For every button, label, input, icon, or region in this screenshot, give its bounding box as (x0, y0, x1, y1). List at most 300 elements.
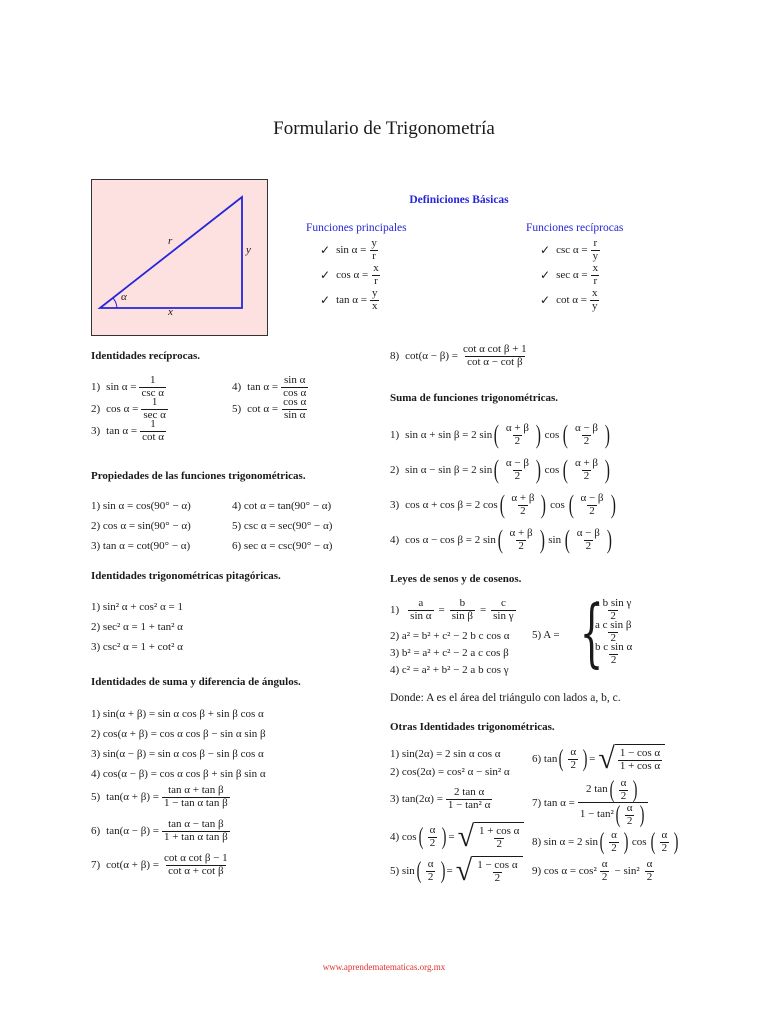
radicand (474, 822, 524, 852)
half-angle (609, 830, 619, 854)
lhs: cot(α − β) = (405, 350, 458, 363)
denominator: sin β (451, 609, 473, 622)
numerator: α + β (509, 526, 533, 539)
numerator: y (371, 237, 377, 249)
numerator (584, 778, 641, 802)
half-angle (660, 830, 670, 854)
parenthesized (614, 803, 646, 827)
numerator: α + β (574, 456, 599, 469)
parenthesized (563, 527, 613, 553)
numerator: 1 − cos α (619, 746, 661, 759)
denominator: 2 (514, 434, 521, 447)
denominator: 2 (610, 653, 617, 666)
denominator: 2 (610, 631, 616, 644)
lhs: sec α = (556, 269, 588, 282)
fraction (573, 458, 600, 482)
formula-row (232, 540, 332, 552)
identity-line: 2) a² = b² + c² − 2 b c cos α (390, 630, 510, 642)
lhs: tan α = (336, 294, 367, 307)
denominator: 2 (494, 871, 501, 884)
left-paren: ( (416, 858, 422, 884)
identity-line: 4) cos(α − β) = cos α cos β + sin β sin α (91, 768, 266, 780)
formula-row (390, 748, 501, 760)
numerator: y (371, 287, 378, 299)
numerator: x (591, 287, 598, 299)
fraction (446, 787, 492, 811)
formula-row (390, 787, 495, 811)
lhs: 7) tan α = (532, 796, 575, 809)
numerator: 1 (150, 374, 156, 386)
denominator: 2 (611, 841, 617, 854)
denominator: 2 (583, 469, 590, 482)
reciprocal-heading: Funciones recíprocas (526, 222, 624, 234)
formula-row (91, 853, 233, 877)
left-paren: ( (564, 525, 571, 554)
left-paren: ( (609, 777, 615, 804)
definition-fraction (371, 263, 381, 287)
right-triangle-diagram (92, 180, 267, 335)
check-icon: ✓ (540, 268, 551, 283)
formula-row (390, 822, 524, 852)
fraction (578, 778, 648, 827)
identity-line: 6) sec α = csc(90° − α) (232, 540, 333, 552)
formula-row (390, 598, 519, 622)
parenthesized (415, 859, 447, 883)
denominator: cot α (142, 430, 165, 443)
denominator: sin α (410, 609, 432, 622)
area-label: 5) A = (532, 629, 560, 641)
formula-row (91, 540, 190, 552)
denominator: 2 (518, 539, 524, 552)
denominator: cos α (283, 386, 307, 399)
numerator: α (601, 858, 608, 870)
lhs: tan α = (247, 381, 279, 394)
denominator: r (374, 274, 378, 287)
reciprocal-identities-heading: Identidades recíprocas. (91, 350, 200, 362)
lhs: cot(α + β) = (106, 859, 159, 872)
left-paren: ( (493, 455, 500, 484)
lhs: tan(α + β) = (106, 791, 159, 804)
formula-row (91, 500, 191, 512)
right-paren: ) (604, 455, 610, 484)
left-paren: ( (499, 490, 505, 519)
denominator: 2 (620, 789, 627, 802)
fraction (140, 419, 166, 443)
numerator: x (373, 262, 379, 274)
sum-diff-heading: Identidades de suma y diferencia de ángulos. (91, 676, 301, 688)
fraction (461, 344, 529, 368)
identity-line: 3) b² = a² + c² − 2 a c cos β (390, 647, 509, 659)
equals-sign: = (446, 865, 453, 877)
label-y: y (246, 244, 251, 256)
right-paren: ) (606, 525, 612, 554)
radicand (472, 856, 522, 886)
fraction (504, 423, 531, 447)
item-number: 8) (390, 350, 400, 363)
lhs: 9) cos α = cos² (532, 865, 597, 878)
left-paren: ( (568, 490, 574, 519)
right-paren: ) (539, 525, 545, 554)
numerator: α (570, 745, 577, 758)
denominator: 2 (646, 870, 653, 883)
parenthesized (598, 830, 630, 854)
denominator: 2 (661, 841, 668, 854)
denominator: cot α − cot β (467, 355, 523, 368)
denominator: 2 (514, 469, 521, 482)
right-paren: ) (535, 420, 541, 449)
parenthesized (608, 778, 640, 802)
lhs: tan(α − β) = (106, 825, 159, 838)
lhs: 8) sin α = 2 sin (532, 836, 599, 849)
lhs: 5) sin (390, 865, 415, 877)
numerator: a (418, 597, 424, 609)
fraction (281, 397, 308, 421)
numerator: 1 (150, 418, 156, 430)
label-alpha: α (121, 291, 127, 303)
parenthesized (492, 422, 542, 448)
lhs: 6) tan (532, 753, 558, 765)
denominator: r (372, 249, 376, 262)
denominator: 1 + tan α tan β (163, 830, 228, 843)
lhs: cos α + cos β = 2 cos (405, 499, 498, 511)
identity-line: 1) sin(2α) = 2 sin α cos α (390, 748, 501, 760)
formula-row (91, 601, 183, 613)
check-icon: ✓ (540, 243, 551, 258)
denominator: sin γ (493, 609, 514, 622)
half-angle (645, 859, 655, 883)
right-paren: ) (673, 829, 679, 856)
fraction (162, 853, 230, 877)
definition-fraction (591, 263, 601, 287)
denominator-text: 1 − tan² (579, 808, 614, 821)
denominator: x (371, 299, 378, 312)
identity-line: 3) csc² α = 1 + cot² α (91, 641, 183, 653)
right-paren: ) (604, 420, 610, 449)
lhs: 3) tan(2α) = (390, 793, 443, 806)
principal-heading: Funciones principales (306, 222, 407, 234)
function-name: sin (548, 534, 562, 546)
formula-row (91, 785, 233, 809)
numerator: α − β (574, 421, 599, 434)
formula-row (91, 708, 264, 720)
numerator: r (593, 237, 598, 249)
radical-sign: √ (457, 820, 475, 853)
function-name: cos (550, 499, 565, 511)
identity-line: 1) sin(α + β) = sin α cos β + sin β cos α (91, 708, 264, 720)
numerator-text: 2 tan (585, 783, 608, 796)
item-number: 2) (91, 403, 101, 416)
denominator: r (593, 274, 598, 287)
left-paren: ( (563, 455, 569, 484)
identity-line: 3) tan α = cot(90° − α) (91, 540, 191, 552)
formula-row (390, 344, 532, 368)
formula-row (91, 819, 233, 843)
denominator: 2 (570, 758, 576, 771)
numerator: 1 − cos α (477, 858, 518, 871)
formula-row (320, 288, 382, 312)
radicand-fraction (475, 860, 519, 884)
denominator: y (591, 299, 598, 312)
left-paren: ( (558, 746, 564, 772)
definitions-heading: Definiciones Básicas (409, 194, 509, 206)
lhs: 4) cos (390, 831, 417, 843)
right-paren: ) (639, 802, 644, 829)
numerator: α − β (576, 526, 600, 539)
formula-row (532, 830, 680, 854)
numerator: a c sin β (595, 619, 632, 631)
item-number: 3) (390, 499, 400, 511)
half-angle (426, 859, 436, 883)
item-number: 5) (91, 791, 101, 804)
radical-sign: √ (455, 854, 473, 887)
denominator: 2 (429, 836, 436, 849)
parenthesized (649, 830, 681, 854)
formula-row (232, 520, 332, 532)
square-root (456, 856, 523, 886)
numerator: cot α cot β − 1 (163, 852, 228, 864)
formula-row (532, 778, 651, 827)
equals-sign: = (589, 753, 596, 765)
numerator: b c sin α (595, 641, 633, 653)
left-paren: ( (615, 802, 621, 829)
denominator: cot α + cot β (168, 864, 224, 877)
equals-sign: = (479, 604, 487, 617)
right-paren: ) (441, 824, 447, 850)
numerator: x (592, 262, 599, 274)
fraction (504, 458, 531, 482)
left-paren: ( (418, 824, 423, 850)
radical-sign: √ (598, 742, 615, 775)
parenthesized (496, 527, 546, 553)
numerator: tan α − tan β (168, 818, 224, 830)
formula-row (390, 766, 510, 778)
formula-row (532, 744, 665, 774)
check-icon: ✓ (320, 293, 331, 308)
identity-line: 4) cot α = tan(90° − α) (232, 500, 332, 512)
numerator: α (626, 802, 633, 815)
parenthesized (557, 747, 589, 771)
definition-fraction (370, 288, 380, 312)
numerator: α + β (511, 491, 535, 504)
item-number: 1) (390, 429, 400, 441)
right-paren: ) (623, 829, 629, 856)
fraction (509, 493, 536, 517)
lhs: sin α = (336, 244, 367, 257)
equals-sign: = (438, 604, 445, 617)
numerator: c (500, 597, 506, 609)
area-note: Donde: A es el área del triángulo con lados a, b, c. (390, 692, 621, 704)
numerator: sin α (283, 374, 306, 386)
lhs: cot α = (247, 403, 279, 416)
numerator: cos α (283, 396, 307, 408)
formula-row (540, 288, 602, 312)
formula-row (390, 492, 617, 518)
denominator: 2 (520, 504, 526, 517)
lhs: sin α + sin β = 2 sin (405, 429, 493, 441)
parenthesized (561, 422, 611, 448)
numerator: a b sin γ (595, 597, 632, 609)
left-paren: ( (497, 525, 503, 554)
item-number: 3) (91, 425, 101, 438)
parenthesized (567, 492, 617, 518)
half-angle (428, 825, 438, 849)
formula-row (540, 238, 603, 262)
numerator: α (429, 823, 436, 836)
other-identities (390, 742, 690, 892)
formula-row (91, 748, 264, 760)
left-paren: ( (563, 420, 569, 449)
lhs: cos α − cos β = 2 sin (405, 534, 496, 546)
denominator: 1 + cos α (619, 759, 661, 772)
equals-sign: = (448, 831, 455, 843)
numerator: α (427, 857, 434, 870)
angle-arc (113, 298, 117, 308)
square-root (598, 744, 665, 774)
item-number: 2) (390, 464, 400, 476)
denominator: 1 − tan α tan β (163, 796, 228, 809)
left-brace: { (579, 590, 604, 676)
footer-url[interactable]: www.aprendematematicas.org.mx (322, 962, 446, 972)
square-root (458, 822, 525, 852)
denominator: csc α (141, 386, 165, 399)
formula-row (91, 768, 266, 780)
formula-row (320, 238, 382, 262)
item-number: 1) (390, 604, 400, 617)
fraction (575, 528, 602, 552)
formula-row (390, 647, 509, 659)
denominator: sec α (143, 408, 166, 421)
denominator: sin α (283, 408, 306, 421)
function-name: cos (544, 464, 560, 476)
fraction (408, 598, 433, 622)
radicand-fraction (477, 826, 521, 850)
fraction (508, 528, 535, 552)
item-number: 5) (232, 403, 242, 416)
denominator: 2 (583, 434, 590, 447)
formula-row (390, 664, 509, 676)
right-paren: ) (633, 777, 638, 804)
identity-line: 2) cos(2α) = cos² α − sin² α (390, 766, 510, 778)
numerator: α − β (505, 456, 529, 469)
identity-line: 2) cos(α + β) = cos α cos β − sin α sin β (91, 728, 266, 740)
formula-row (390, 422, 612, 448)
formula-row (91, 375, 169, 399)
lhs: sin α = (106, 381, 137, 394)
fraction (491, 598, 515, 622)
numerator: 2 tan α (454, 786, 485, 798)
function-name: cos (631, 836, 647, 849)
formula-row (232, 500, 331, 512)
area-fraction (593, 642, 634, 666)
formula-row (91, 641, 183, 653)
parenthesized (492, 457, 542, 483)
formula-row (91, 621, 183, 633)
check-icon: ✓ (540, 293, 551, 308)
identity-line: 2) sec² α = 1 + tan² α (91, 621, 183, 633)
other-identities-heading: Otras Identidades trigonométricas. (390, 721, 555, 733)
check-icon: ✓ (320, 268, 331, 283)
lhs: csc α = (556, 244, 588, 257)
parenthesized (498, 492, 548, 518)
numerator: cot α cot β + 1 (462, 343, 527, 355)
item-number: 1) (91, 381, 101, 394)
formula-row (390, 457, 612, 483)
left-paren: ( (599, 829, 605, 856)
item-number: 7) (91, 859, 101, 872)
triangle-figure (91, 179, 268, 336)
denominator: 2 (585, 539, 592, 552)
function-name: cos (544, 429, 560, 441)
label-x: x (168, 306, 173, 318)
parenthesized (417, 825, 449, 849)
item-number: 6) (91, 825, 101, 838)
fraction (573, 423, 600, 447)
radicand-fraction (618, 748, 662, 772)
properties-heading: Propiedades de las funciones trigonométricas. (91, 470, 306, 482)
lhs: tan α = (106, 425, 138, 438)
numerator: b (459, 597, 466, 609)
identity-line: 4) c² = a² + b² − 2 a b cos γ (390, 664, 509, 676)
formula-row (532, 859, 657, 883)
pythagorean-heading: Identidades trigonométricas pitagóricas. (91, 570, 281, 582)
fraction (450, 598, 475, 622)
right-paren: ) (535, 455, 541, 484)
numerator: 1 (151, 396, 158, 408)
identity-line: 5) csc α = sec(90° − α) (232, 520, 333, 532)
formula-row (320, 263, 384, 287)
denominator: 2 (589, 504, 595, 517)
numerator: α − β (580, 491, 604, 504)
formula-row (91, 397, 171, 421)
fraction (162, 785, 230, 809)
lhs: cos α = (106, 403, 139, 416)
laws-heading: Leyes de senos y de cosenos. (390, 573, 522, 585)
item-number: 4) (390, 534, 400, 546)
item-number: 4) (232, 381, 242, 394)
numerator: α + β (505, 421, 529, 434)
half-angle (600, 859, 610, 883)
numerator: α (661, 829, 668, 841)
denominator (578, 802, 648, 827)
label-r: r (168, 235, 173, 247)
right-paren: ) (582, 746, 588, 772)
numerator: 1 + cos α (479, 824, 520, 837)
lhs: cot α = (556, 294, 587, 307)
half-angle (619, 778, 629, 802)
identity-line: 1) sin² α + cos² α = 1 (91, 601, 183, 613)
denominator: 1 − tan² α (447, 798, 491, 811)
numerator: α (611, 829, 617, 841)
numerator: α (646, 858, 653, 870)
identity-line: 2) cos α = sin(90° − α) (91, 520, 191, 532)
denominator: 2 (626, 814, 633, 827)
formula-row (91, 728, 266, 740)
formula-row (540, 263, 603, 287)
lhs: cos α = (336, 269, 369, 282)
lhs: sin α − sin β = 2 sin (405, 464, 493, 476)
formula-row (390, 856, 523, 886)
identity-line: 1) sin α = cos(90° − α) (91, 500, 191, 512)
formula-row (91, 520, 191, 532)
radicand (615, 744, 665, 774)
half-angle (568, 747, 578, 771)
sum-functions-heading: Suma de funciones trigonométricas. (390, 392, 559, 404)
formula-row (390, 527, 614, 553)
denominator: 2 (496, 837, 502, 850)
formula-row (390, 630, 510, 642)
right-paren: ) (541, 490, 547, 519)
denominator: 2 (601, 870, 608, 883)
